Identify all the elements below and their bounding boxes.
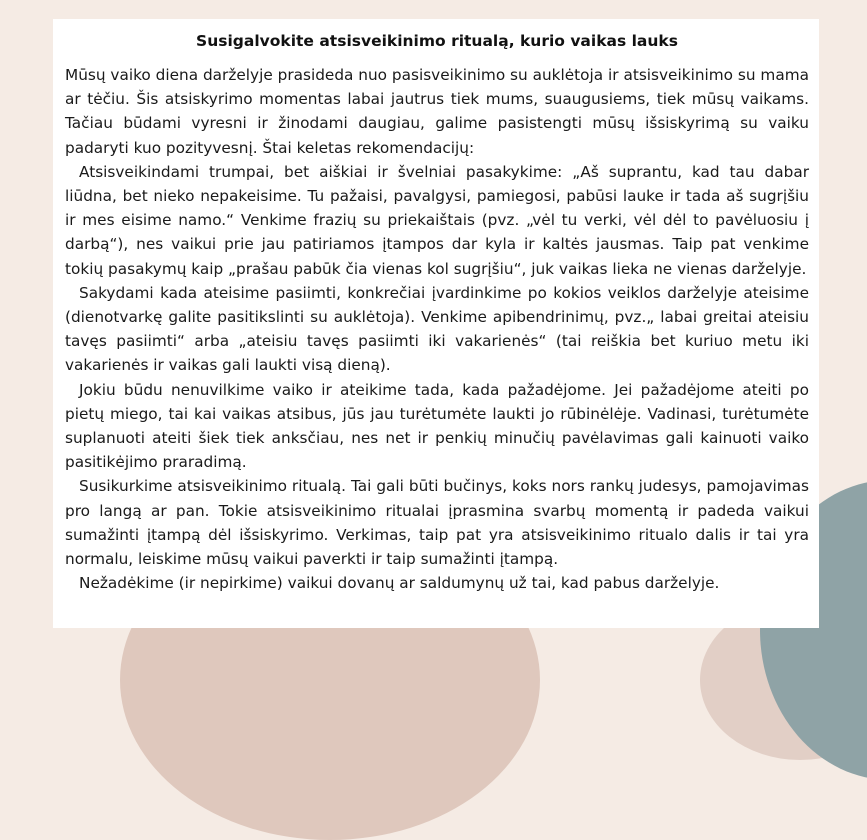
paragraph-ritual: Susikurkime atsisveikinimo ritualą. Tai gali būti bučinys, koks nors rankų judesys, pamojavimas pro langą ar pan. Tokie atsisveikinimo ritualai įprasmina svarbų momentą ir padeda vaikui sumažinti įtampą dėl išsiskyrimo. Verkimas, taip pat yra atsisveikinimo ritualo dalis ir tai yra normalu, leiskime mūsų vaikui paverkti ir taip sumažinti įtampą.: [65, 477, 809, 569]
paragraph-intro: Mūsų vaiko diena darželyje prasideda nuo pasisveikinimo su auklėtoja ir atsisveikinimo su mama ar tėčiu. Šis atsiskyrimo momentas labai jautrus tiek mums, suaugusiems, tiek mūsų vaikams. Tačiau būdami vyresni ir žinodami daugiau, galime pasistengti mūsų išsiskyrimą su vaiku padaryti kuo pozityvesnį. Štai keletas rekomendacijų:: [65, 66, 809, 157]
paragraph-no-gifts: Nežadėkime (ir nepirkime) vaikui dovanų ar saldumynų už tai, kad pabus darželyje.: [79, 574, 720, 593]
paragraph-keep-promise: Jokiu būdu nenuvilkime vaiko ir ateikime tada, kada pažadėjome. Jei pažadėjome ateiti po pietų miego, tai kai vaikas atsibus, jūs jau turėtumėte laukti jo rūbinėlėje. Vadinasi, turėtumėte suplanuoti ateiti šiek tiek anksčiau, nes net ir penkių minučių pavėlavimas gali kainuoti vaiko pasitikėjimo praradimą.: [65, 380, 809, 472]
document-card: [53, 19, 819, 628]
paragraph-goodbye-words: Atsisveikindami trumpai, bet aiškiai ir švelniai pasakykime: „Aš suprantu, kad tau dabar liūdna, bet nieko nepakeisime. Tu pažaisi, pavalgysi, pamiegosi, pabūsi lauke ir tada aš sugrįšiu ir mes eisime namo.“ Venkime frazių su priekaištais (pvz. „vėl tu verki, vėl dėl to pavėluosiu į darbą“), nes vaikui prie jau patiriamos įtampos dar kyla ir kaltės jausmas. Taip pat venkime tokių pasakymų kaip „prašau pabūk čia vienas kol sugrįšiu“, juk vaikas lieka ne vienas darželyje.: [65, 162, 809, 278]
paragraph-pickup-time: Sakydami kada ateisime pasiimti, konkrečiai įvardinkime po kokios veiklos darželyje ateisime (dienotvarkę galite pasitikslinti su auklėtoja). Venkime apibendrinimų, pvz.„ labai greitai ateisiu tavęs pasiimti“ arba „ateisiu tavęs pasiimti iki vakarienės“ (tai reiškia bet kuriuo metu iki vakarienės ir vaikas gali laukti visą dieną).: [65, 283, 809, 375]
document-title: Susigalvokite atsisveikinimo ritualą, kurio vaikas lauks: [196, 32, 678, 50]
